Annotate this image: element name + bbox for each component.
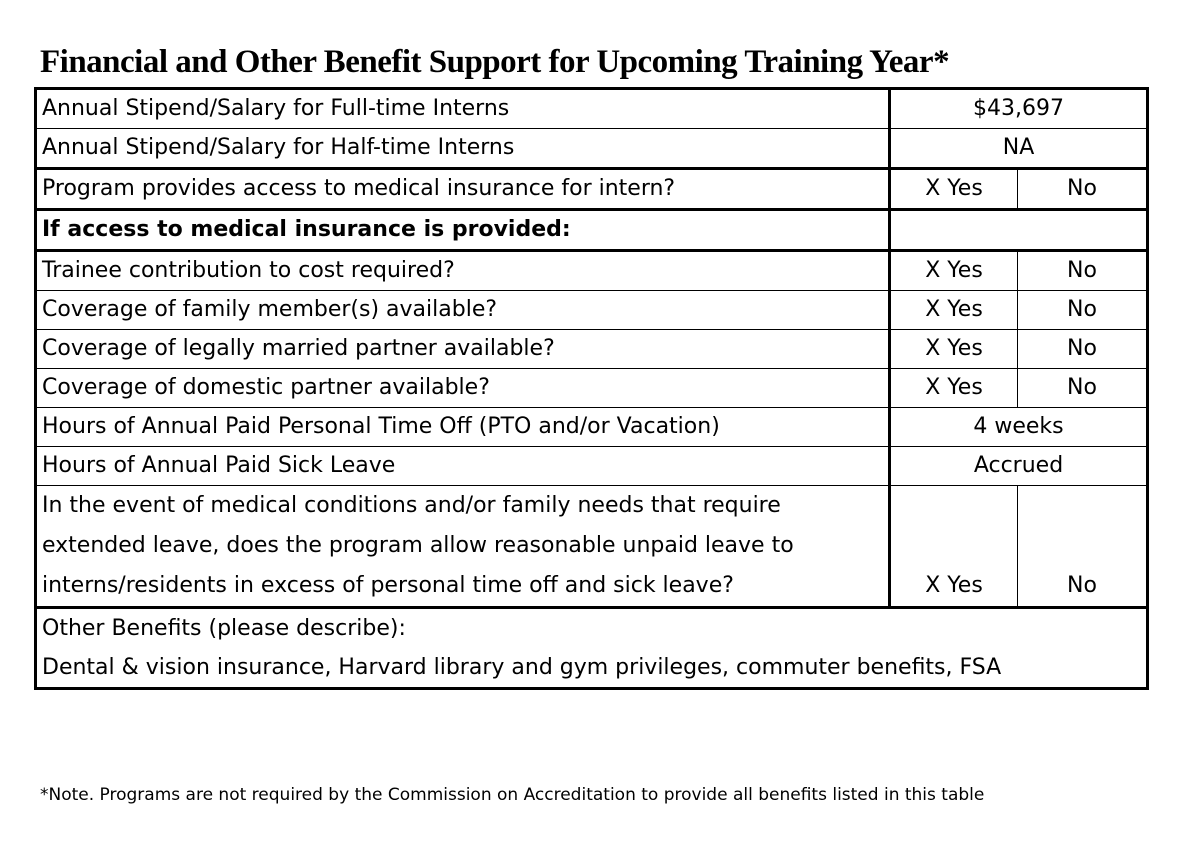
row-label: Annual Stipend/Salary for Half-time Interns	[36, 129, 890, 169]
benefits-table	[34, 87, 1149, 690]
section-heading: If access to medical insurance is provided:	[36, 210, 890, 251]
table-row-sick-leave	[36, 447, 1148, 486]
yes-cell: X Yes	[890, 330, 1018, 369]
row-label	[36, 486, 890, 608]
no-cell: No	[1018, 330, 1148, 369]
row-label: Program provides access to medical insurance for intern?	[36, 169, 890, 210]
row-value: 4 weeks	[890, 408, 1148, 447]
table-row-medical-heading	[36, 210, 1148, 251]
table-row-halftime-stipend	[36, 129, 1148, 169]
row-label: Coverage of domestic partner available?	[36, 369, 890, 408]
table-row-unpaid-leave	[36, 486, 1148, 608]
table-row-trainee-contribution	[36, 251, 1148, 291]
yes-cell: X Yes	[890, 369, 1018, 408]
label-line: In the event of medical conditions and/or family needs that require	[42, 493, 781, 518]
no-cell: No	[1018, 369, 1148, 408]
no-cell: No	[1018, 486, 1148, 608]
table-row-fulltime-stipend	[36, 89, 1148, 129]
table-row-pto	[36, 408, 1148, 447]
table-row-medical-access	[36, 169, 1148, 210]
row-value: Accrued	[890, 447, 1148, 486]
row-value	[890, 210, 1148, 251]
no-cell: No	[1018, 169, 1148, 210]
row-label: Hours of Annual Paid Sick Leave	[36, 447, 890, 486]
label-line: extended leave, does the program allow reasonable unpaid leave to	[42, 533, 794, 558]
other-benefits-label: Other Benefits (please describe):	[42, 616, 406, 641]
row-label: Coverage of family member(s) available?	[36, 291, 890, 330]
row-value: NA	[890, 129, 1148, 169]
yes-cell: X Yes	[890, 169, 1018, 210]
footnote: *Note. Programs are not required by the Commission on Accreditation to provide all benefits listed in this table	[40, 785, 985, 805]
row-label: Hours of Annual Paid Personal Time Off (PTO and/or Vacation)	[36, 408, 890, 447]
yes-cell: X Yes	[890, 251, 1018, 291]
row-label: Coverage of legally married partner available?	[36, 330, 890, 369]
yes-cell: X Yes	[890, 486, 1018, 608]
table-row-family-coverage	[36, 291, 1148, 330]
row-value: $43,697	[890, 89, 1148, 129]
table-row-domestic-partner-coverage	[36, 369, 1148, 408]
row-label: Annual Stipend/Salary for Full-time Interns	[36, 89, 890, 129]
table-row-other-benefits	[36, 608, 1148, 689]
no-cell: No	[1018, 291, 1148, 330]
label-line: interns/residents in excess of personal time off and sick leave?	[42, 573, 734, 598]
page-title: Financial and Other Benefit Support for Upcoming Training Year*	[40, 44, 950, 80]
table-row-married-partner-coverage	[36, 330, 1148, 369]
yes-cell: X Yes	[890, 291, 1018, 330]
row-label: Trainee contribution to cost required?	[36, 251, 890, 291]
other-benefits-text: Dental & vision insurance, Harvard library and gym privileges, commuter benefits, FSA	[42, 655, 1002, 680]
no-cell: No	[1018, 251, 1148, 291]
other-benefits-cell	[36, 608, 1148, 689]
